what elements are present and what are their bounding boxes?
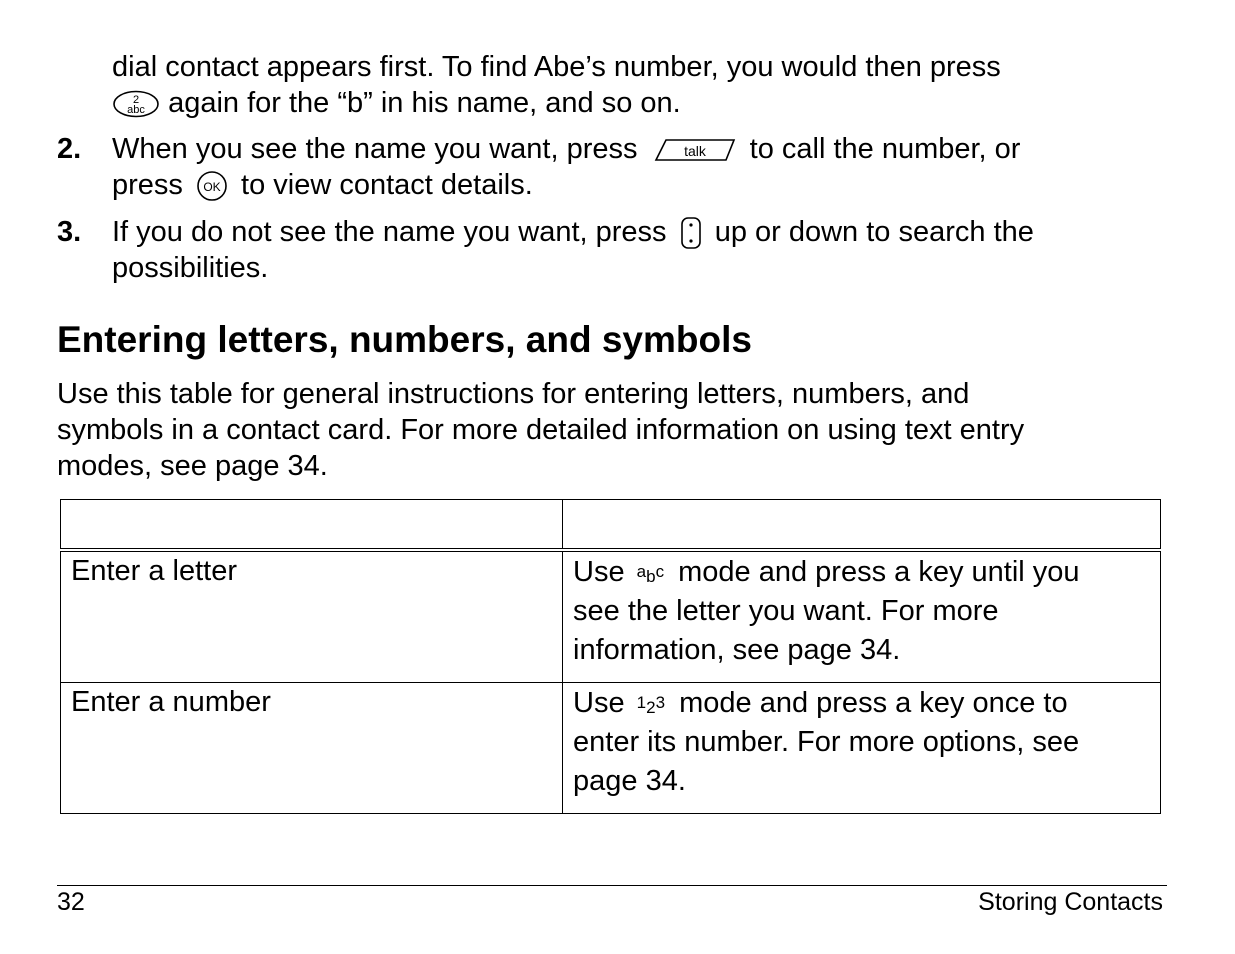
section-heading: Entering letters, numbers, and symbols [57,319,752,360]
table-header-cell-2 [563,500,1161,551]
talk-key-label: talk [683,143,706,160]
step-2-number: 2. [57,133,82,165]
intro-line-1: Use this table for general instructions for entering letters, numbers, and [57,378,970,410]
use-label: Use [573,687,625,719]
table-row [61,550,1161,683]
intro-line-2: symbols in a contact card. For more detailed information on using text entry [57,414,1025,446]
desc-line-1: mode and press a key until you [678,556,1080,588]
desc-line-3: information, see page 34. [573,634,901,666]
key-2-digit: 2 [132,94,140,107]
key-2-letters: abc [127,104,145,117]
step-2-text [112,131,1020,203]
step-3-text-b: up or down to search the [714,216,1034,248]
ok-key-label: OK [203,180,221,195]
continuation-paragraph [112,49,1001,121]
chapter-title: Storing Contacts [978,888,1163,916]
step-3-text-a: If you do not see the name you want, press [112,216,667,248]
desc-line-3: page 34. [573,765,686,797]
navigation-key-icon [679,216,703,250]
intro-paragraph [57,376,1024,484]
table-header-cell-1 [61,500,563,551]
step-3-text [112,214,1034,286]
entry-instructions-table [60,499,1161,814]
step-2-text-a: When you see the name you want, press [112,133,638,165]
step-2-text-d: to view contact details. [241,169,533,201]
continuation-line-2: again for the “b” in his name, and so on. [168,87,681,119]
table-cell-description [563,550,1161,683]
step-2-text-b: to call the number, or [749,133,1021,165]
123-mode-icon: 123 [636,693,666,717]
abc-mode-icon: abc [636,562,665,586]
table-cell-task: Enter a number [61,683,563,814]
ok-key-icon [195,170,229,202]
desc-line-1: mode and press a key once to [679,687,1068,719]
talk-key-icon [654,136,736,164]
table-cell-description [563,683,1161,814]
key-2-abc-icon [112,89,160,119]
table-cell-task: Enter a letter [61,550,563,683]
table-row [61,683,1161,814]
page-number: 32 [57,888,85,916]
use-label: Use [573,556,625,588]
desc-line-2: see the letter you want. For more [573,595,999,627]
step-3-number: 3. [57,216,82,248]
continuation-line-1: dial contact appears first. To find Abe’s number, you would then press [112,51,1001,83]
intro-line-3: modes, see page 34. [57,450,328,482]
step-2-text-c: press [112,169,183,201]
desc-line-2: enter its number. For more options, see [573,726,1080,758]
step-3-text-c: possibilities. [112,252,269,285]
table-header-row [61,500,1161,551]
